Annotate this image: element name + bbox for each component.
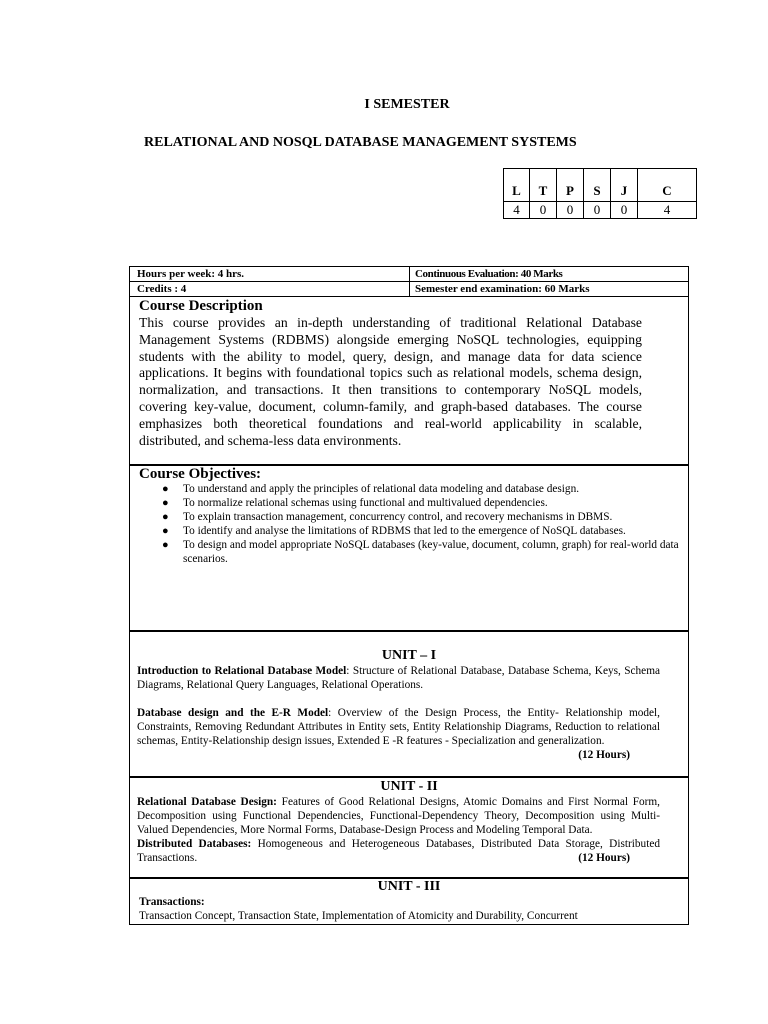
bullet-icon: ●: [162, 511, 169, 523]
unit-1-hours: (12 Hours): [578, 749, 630, 761]
credits: Credits : 4: [130, 282, 410, 296]
course-description-text: This course provides an in-depth understanding of traditional Relational Database Management Systems (RDBMS) alongside emerging NoSQL technologies, equipping students with the ability to model, query, design, and manage data for data science applications. It begins with foundational topics such as relational models, schema design, normalization, and transactions. It then transitions to contemporary NoSQL models, covering key-value, document, column-family, and graph-based databases. The course emphasizes both theoretical foundations and real-world applicability in scalable, distributed, and schema-less data environments.: [139, 315, 642, 448]
bullet-icon: ●: [162, 525, 169, 537]
ltpsjc-value-j: 0: [611, 202, 638, 219]
ltpsjc-value-p: 0: [557, 202, 584, 219]
course-description-section: [129, 296, 689, 465]
ltpsjc-value-l: 4: [504, 202, 530, 219]
objective-item: ● To normalize relational schemas using functional and multivalued dependencies.: [162, 497, 548, 509]
unit-2-section: [129, 777, 689, 878]
ltpsjc-header-s: S: [584, 169, 611, 202]
hours-per-week: Hours per week: 4 hrs.: [130, 267, 410, 281]
unit-3-title: UNIT - III: [377, 879, 441, 894]
semester-end-exam: Semester end examination: 60 Marks: [415, 283, 590, 295]
ltpsjc-header-c: C: [638, 169, 697, 202]
continuous-evaluation: Continuous Evaluation: 40 Marks: [415, 268, 563, 280]
unit-3-para-1: Transactions: Transaction Concept, Transaction State, Implementation of Atomicity and Durability, Concurrent: [139, 896, 578, 922]
objective-item: ● To understand and apply the principles of relational data modeling and database design.: [162, 483, 580, 495]
unit-1-para-1: Introduction to Relational Database Model: Structure of Relational Database, Database Schema, Keys, Schema Diagrams, Relational Query Languages, Relational Operations.: [137, 665, 660, 691]
unit-1-section: [129, 631, 689, 777]
objective-item: ● To identify and analyse the limitations of RDBMS that led to the emergence of NoSQL databases.: [162, 525, 626, 537]
info-row-2: [130, 282, 688, 297]
ltpsjc-header-j: J: [611, 169, 638, 202]
unit-1-title: UNIT – I: [381, 648, 437, 663]
ltpsjc-table: [503, 168, 697, 219]
unit-2-para-1: Relational Database Design: Features of Good Relational Designs, Atomic Domains and First Normal Form, Decomposition using Functional Dependencies, Functional-Dependency Theory, Decomposition using Multi-Valued Dependencies, More Normal Forms, Database-Design Process and Modeling Temporal Data.: [137, 796, 661, 836]
unit-1-para-2: Database design and the E-R Model: Overview of the Design Process, the Entity- Relationship model, Constraints, Removing Redundant Attributes in Entity sets, Entity Relationship Diagrams, Reduction to relational schemas, Entity-Relationship design issues, Extended E -R features - Specialization and generalization. (12 Hours): [137, 707, 661, 761]
bullet-icon: ●: [162, 539, 169, 551]
bullet-icon: ●: [162, 483, 169, 495]
bullet-icon: ●: [162, 497, 169, 509]
info-row-1: [130, 267, 688, 282]
course-description-heading: Course Description: [139, 298, 263, 314]
ltpsjc-header-l: L: [504, 169, 530, 202]
course-objectives-section: [129, 465, 689, 631]
course-info-table: [129, 266, 689, 297]
ltpsjc-value-s: 0: [584, 202, 611, 219]
ltpsjc-header-t: T: [530, 169, 557, 202]
unit-2-para-2: Distributed Databases: Homogeneous and Heterogeneous Databases, Distributed Data Storage, Distributed Transactions. (12 Hours): [137, 838, 660, 864]
course-title: RELATIONAL AND NOSQL DATABASE MANAGEMENT SYSTEMS: [144, 135, 577, 150]
semester-heading: I SEMESTER: [364, 97, 450, 112]
objective-item: ● To design and model appropriate NoSQL databases (key-value, document, column, graph) for real-world data scenarios.: [162, 539, 679, 565]
ltpsjc-value-c: 4: [638, 202, 697, 219]
ltpsjc-value-row: [504, 202, 697, 219]
ltpsjc-header-p: P: [557, 169, 584, 202]
unit-2-title: UNIT - II: [380, 779, 438, 794]
unit-2-hours: (12 Hours): [578, 852, 630, 864]
objective-item: ● To explain transaction management, concurrency control, and recovery mechanisms in DBMS.: [162, 511, 613, 523]
ltpsjc-header-row: [504, 169, 697, 202]
course-objectives-heading: Course Objectives:: [139, 466, 262, 482]
ltpsjc-value-t: 0: [530, 202, 557, 219]
objectives-list: [130, 482, 688, 566]
unit-3-section: [129, 878, 689, 925]
